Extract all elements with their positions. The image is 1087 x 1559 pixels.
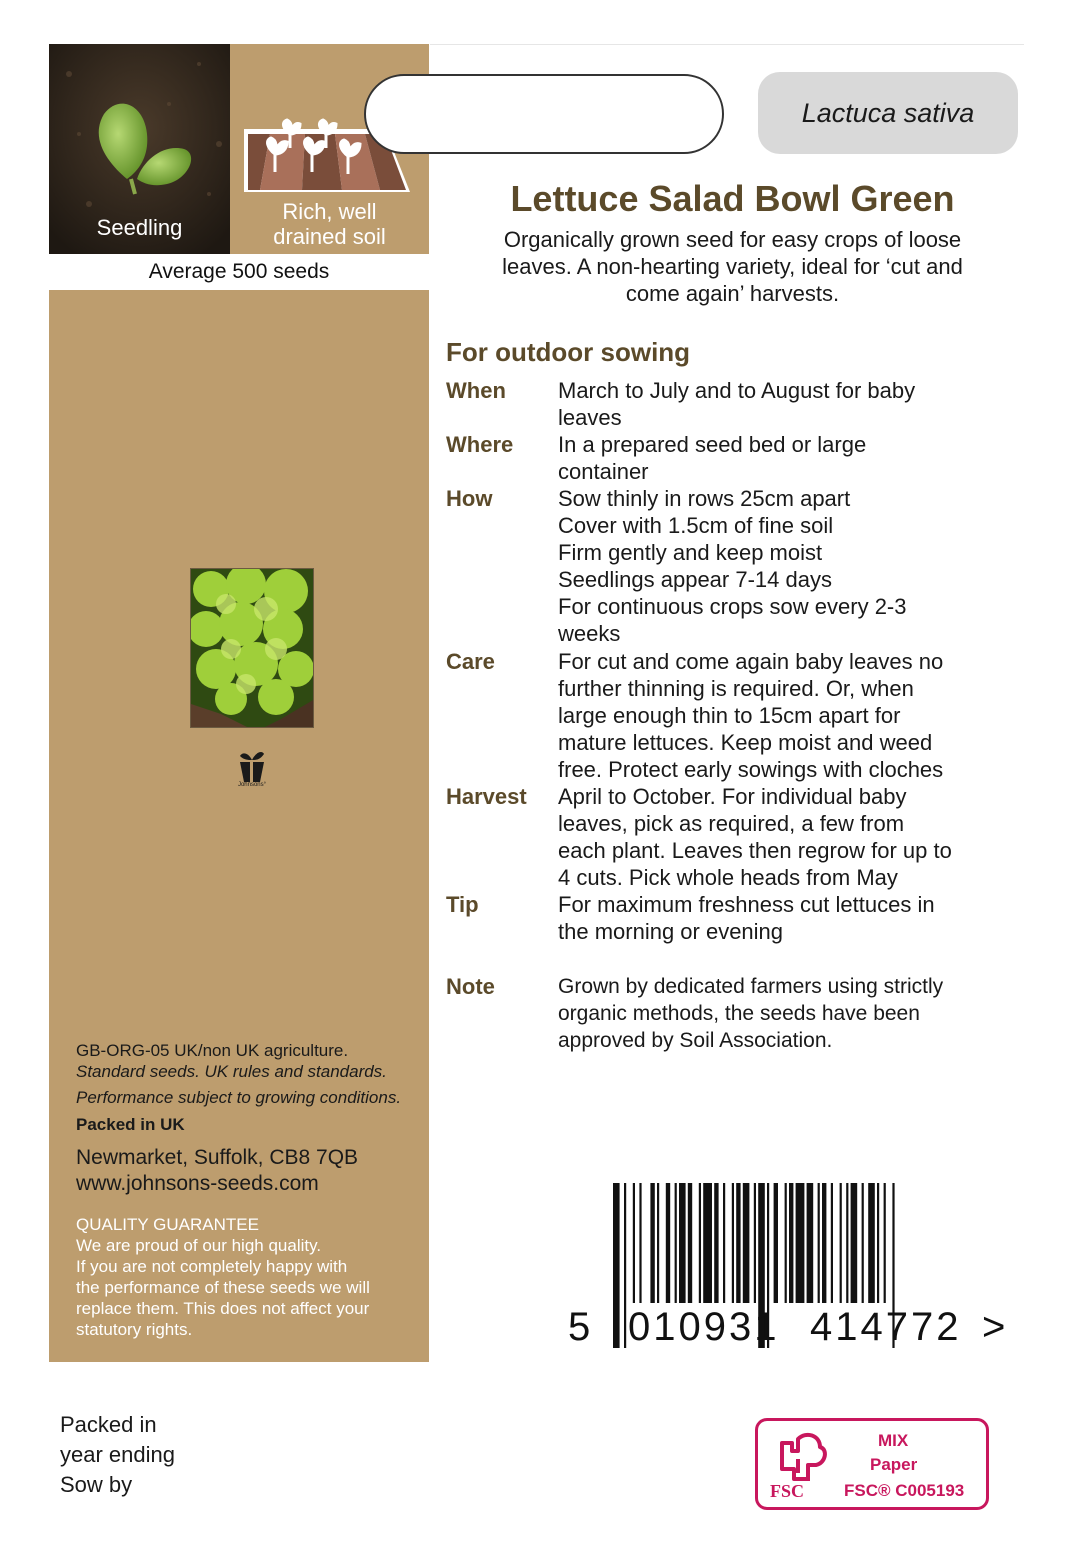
barcode-left-group: 010931 xyxy=(628,1305,780,1349)
barcode-bar xyxy=(714,1183,718,1303)
packed-in-uk: Packed in UK xyxy=(76,1115,185,1134)
barcode-bar xyxy=(639,1183,641,1303)
top-divider xyxy=(430,44,1024,45)
fsc-code: FSC® C005193 xyxy=(844,1481,965,1500)
barcode-bar xyxy=(732,1183,734,1303)
barcode-bar xyxy=(699,1183,701,1303)
guarantee-line: replace them. This does not affect your xyxy=(76,1299,370,1318)
guarantee-line: the performance of these seeds we will xyxy=(76,1278,370,1297)
guarantee-line: statutory rights. xyxy=(76,1320,193,1339)
row-label-care: Care xyxy=(446,649,495,674)
text-line: In a prepared seed bed or large xyxy=(558,432,867,457)
barcode-bar xyxy=(840,1183,842,1303)
note-text xyxy=(558,973,998,1054)
barcode-right-group: 414772 xyxy=(810,1305,962,1349)
text-line: leaves, pick as required, a few from xyxy=(558,811,905,836)
barcode-bar xyxy=(807,1183,814,1303)
fsc-mix: MIX xyxy=(878,1431,909,1450)
row-label-when: When xyxy=(446,378,506,403)
barcode-bar xyxy=(822,1183,826,1303)
text-line: approved by Soil Association. xyxy=(558,1029,833,1052)
intro-line: Organically grown seed for easy crops of loose xyxy=(503,227,962,252)
barcode-bar xyxy=(789,1183,793,1303)
sow-by-label: Sow by xyxy=(60,1472,133,1497)
barcode-bar xyxy=(723,1183,725,1303)
barcode-bar xyxy=(877,1183,879,1303)
text-line: Grown by dedicated farmers using strictly xyxy=(558,975,944,998)
lettuce-image xyxy=(191,569,314,728)
performance-line: Performance subject to growing conditions. xyxy=(76,1088,402,1107)
barcode-bar xyxy=(851,1183,858,1303)
barcode-bar xyxy=(774,1183,778,1303)
seeds-count: Average 500 seeds xyxy=(49,254,429,290)
barcode-bar xyxy=(650,1183,654,1303)
barcode-first-digit: 5 xyxy=(568,1305,591,1349)
text-line: For cut and come again baby leaves no xyxy=(558,649,944,674)
row-label-where: Where xyxy=(446,432,514,457)
barcode-bar xyxy=(666,1183,670,1303)
lettuce-photo xyxy=(190,568,314,728)
text-line: For continuous crops sow every 2-3 xyxy=(558,594,907,619)
johnsons-logo xyxy=(236,748,268,790)
guarantee-line: We are proud of our high quality. xyxy=(76,1236,322,1255)
text-line: Firm gently and keep moist xyxy=(558,540,823,565)
barcode-bar xyxy=(818,1183,820,1303)
intro-text xyxy=(440,226,1025,307)
barcode-bar xyxy=(846,1183,848,1303)
barcode-bar xyxy=(831,1183,833,1303)
barcode-bar xyxy=(862,1183,864,1303)
guarantee-title: QUALITY GUARANTEE xyxy=(76,1215,259,1234)
hang-hole-cutout xyxy=(364,74,724,154)
latin-name: Lactuca sativa xyxy=(758,72,1018,154)
address: Newmarket, Suffolk, CB8 7QB xyxy=(76,1146,359,1169)
product-title: Lettuce Salad Bowl Green xyxy=(510,178,955,219)
text-line: each plant. Leaves then regrow for up to xyxy=(558,838,952,863)
logo-text: Johnsons° xyxy=(237,782,267,788)
barcode-bar xyxy=(613,1183,620,1348)
text-line: Sow thinly in rows 25cm apart xyxy=(558,486,851,511)
guarantee-line: If you are not completely happy with xyxy=(76,1257,348,1276)
row-text-care xyxy=(558,648,1028,783)
packed-in-label: Packed in xyxy=(60,1412,157,1437)
barcode-bar xyxy=(633,1183,635,1303)
text-line: organic methods, the seeds have been xyxy=(558,1002,920,1025)
barcode-bar xyxy=(688,1183,692,1303)
text-line: For maximum freshness cut lettuces in xyxy=(558,892,935,917)
text-line: April to October. For individual baby xyxy=(558,784,907,809)
barcode-bar xyxy=(743,1183,750,1303)
row-label-how: How xyxy=(446,486,493,511)
text-line: mature lettuces. Keep moist and weed xyxy=(558,730,933,755)
text-line: further thinning is required. Or, when xyxy=(558,676,914,701)
standard-line: Standard seeds. UK rules and standards. xyxy=(76,1062,387,1081)
text-line: March to July and to August for baby xyxy=(558,378,916,403)
sowing-heading: For outdoor sowing xyxy=(446,337,691,367)
barcode-bar xyxy=(754,1183,756,1303)
fsc-paper: Paper xyxy=(870,1455,918,1474)
row-text-how xyxy=(558,485,1028,647)
intro-line: leaves. A non-hearting variety, ideal for ‘cut and xyxy=(502,254,963,279)
seedling-label: Seedling xyxy=(96,215,183,240)
barcode-bar xyxy=(868,1183,875,1303)
row-label-note: Note xyxy=(446,974,495,999)
barcode-bar xyxy=(796,1183,805,1303)
row-text-where xyxy=(558,431,1028,485)
fsc-logo-text: FSC xyxy=(770,1481,805,1501)
text-line: leaves xyxy=(558,405,622,430)
barcode-bar xyxy=(624,1183,626,1348)
barcode-bar xyxy=(679,1183,686,1303)
soil-label-line-1: Rich, well xyxy=(282,199,377,224)
row-text-harvest xyxy=(558,783,1028,891)
text-line: 4 cuts. Pick whole heads from May xyxy=(558,865,898,890)
barcode-bar xyxy=(675,1183,677,1303)
row-label-harvest: Harvest xyxy=(446,784,527,809)
text-line: weeks xyxy=(558,621,621,646)
row-text-when xyxy=(558,377,1028,431)
fsc-badge xyxy=(755,1418,989,1510)
barcode-bar xyxy=(785,1183,787,1303)
website: www.johnsons-seeds.com xyxy=(76,1172,319,1195)
row-label-tip: Tip xyxy=(446,892,479,917)
seedling-tile xyxy=(49,44,230,254)
soil-label-line-2: drained soil xyxy=(273,224,386,249)
year-ending-label: year ending xyxy=(60,1442,175,1467)
barcode-end-mark: > xyxy=(982,1305,1006,1349)
text-line: large enough thin to 15cm apart for xyxy=(558,703,901,728)
barcode-bar xyxy=(703,1183,712,1303)
row-text-tip xyxy=(558,891,1028,945)
text-line: container xyxy=(558,459,649,484)
intro-line: come again’ harvests. xyxy=(625,281,840,306)
fsc-tree-icon xyxy=(768,1429,834,1501)
barcode-bar xyxy=(657,1183,659,1303)
barcode-bar xyxy=(736,1183,740,1303)
text-line: the morning or evening xyxy=(558,919,784,944)
text-line: Cover with 1.5cm of fine soil xyxy=(558,513,834,538)
packing-info xyxy=(60,1410,175,1500)
barcode-bar xyxy=(884,1183,886,1303)
cert-line: GB-ORG-05 UK/non UK agriculture. xyxy=(76,1041,349,1060)
text-line: Seedlings appear 7-14 days xyxy=(558,567,832,592)
text-line: free. Protect early sowings with cloches xyxy=(558,757,944,782)
